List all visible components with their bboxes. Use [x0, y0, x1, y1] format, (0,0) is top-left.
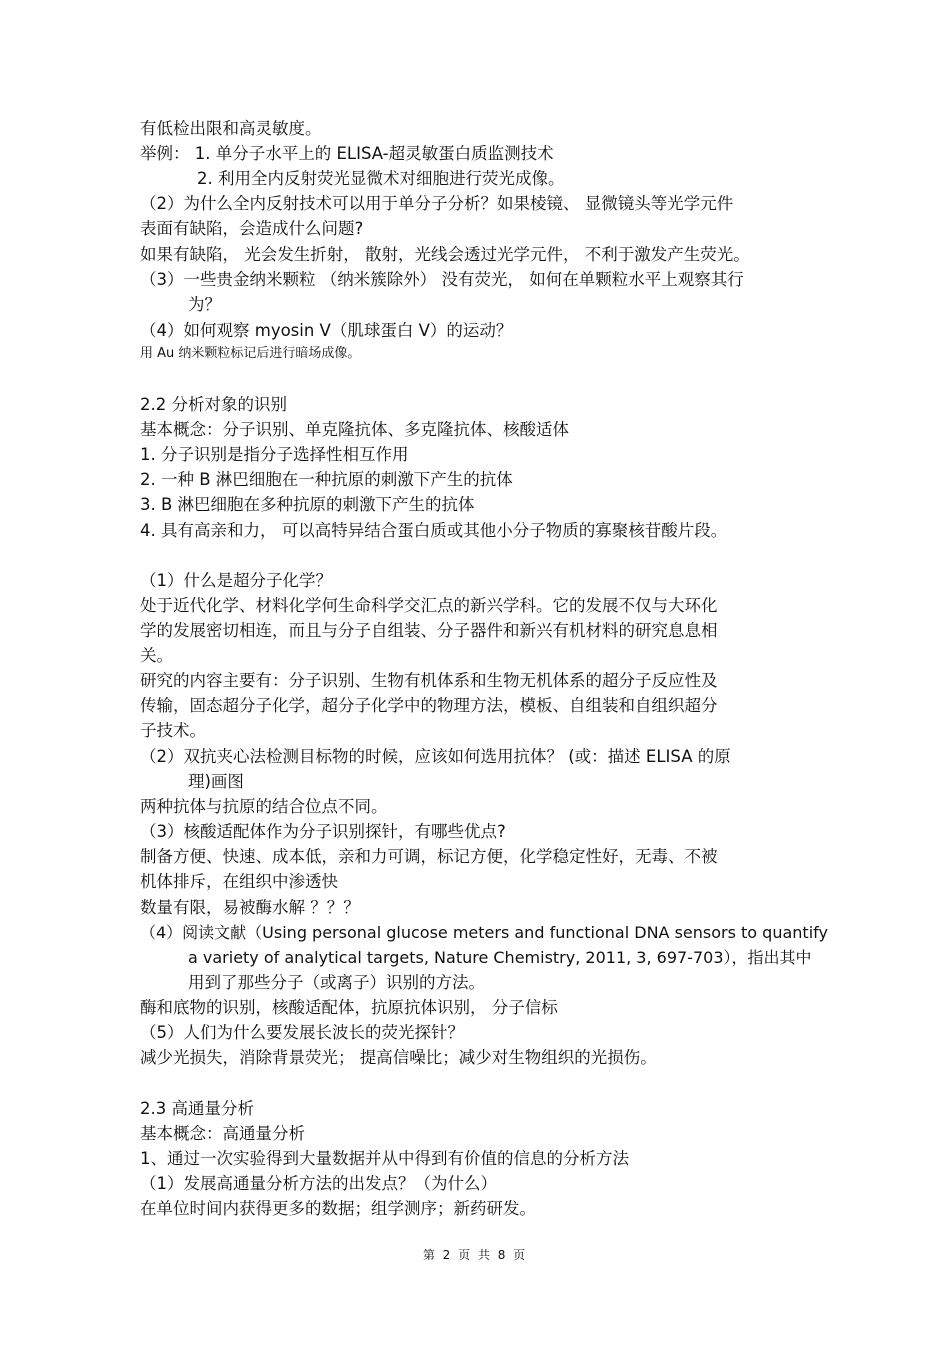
answer-line: 制备方便、快速、成本低，亲和力可调，标记方便，化学稳定性好，无毒、不被	[140, 847, 718, 866]
answer-line: 传输，固态超分子化学，超分子化学中的物理方法，模板、自组装和自组织超分	[140, 696, 718, 715]
question-line: （5）人们为什么要发展长波长的荧光探针？	[140, 1023, 464, 1042]
answer-line: 子技术。	[140, 721, 206, 740]
text-line: 基本概念：分子识别、单克隆抗体、多克隆抗体、核酸适体	[140, 420, 569, 439]
question-line: 用到了那些分子（或离子）识别的方法。	[188, 973, 485, 992]
list-item: 2. 一种 B 淋巴细胞在一种抗原的刺激下产生的抗体	[140, 470, 513, 489]
list-item: 3. B 淋巴细胞在多种抗原的刺激下产生的抗体	[140, 495, 475, 514]
answer-line: 研究的内容主要有：分子识别、生物有机体系和生物无机体系的超分子反应性及	[140, 671, 718, 690]
text-line: 有低检出限和高灵敏度。	[140, 119, 322, 138]
question-line: （1）发展高通量分析方法的出发点？（为什么）	[140, 1174, 497, 1193]
answer-line: 两种抗体与抗原的结合位点不同。	[140, 797, 388, 816]
question-line: 表面有缺陷，会造成什么问题?	[140, 219, 364, 238]
question-line: （2）双抗夹心法检测目标物的时候，应该如何选用抗体？ (或：描述 ELISA 的原	[140, 747, 731, 766]
answer-line: 用 Au 纳米颗粒标记后进行暗场成像。	[140, 346, 361, 361]
question-line: 为？	[188, 295, 221, 314]
question-line: （3）一些贵金纳米颗粒 （纳米簇除外） 没有荧光， 如何在单颗粒水平上观察其行	[140, 270, 744, 289]
question-line: （1）什么是超分子化学？	[140, 571, 332, 590]
answer-line: 减少光损失，消除背景荧光； 提高信噪比；减少对生物组织的光损伤。	[140, 1048, 657, 1067]
answer-line: 机体排斥，在组织中渗透快	[140, 872, 338, 891]
question-line: （2）为什么全内反射技术可以用于单分子分析？如果棱镜、 显微镜头等光学元件	[140, 194, 734, 213]
list-item: 1. 分子识别是指分子选择性相互作用	[140, 445, 409, 464]
section-heading: 2.3 高通量分析	[140, 1099, 254, 1118]
question-line: 理)画图	[188, 772, 244, 791]
question-line: a variety of analytical targets, Nature Chemistry, 2011, 3, 697-703），指出其中	[188, 948, 812, 967]
answer-line: 在单位时间内获得更多的数据；组学测序；新药研发。	[140, 1199, 536, 1218]
answer-line: 如果有缺陷， 光会发生折射， 散射，光线会透过光学元件， 不利于激发产生荧光。	[140, 245, 750, 264]
text-line: 举例： 1. 单分子水平上的 ELISA-超灵敏蛋白质监测技术	[140, 144, 554, 163]
section-heading: 2.2 分析对象的识别	[140, 395, 287, 414]
answer-line: 处于近代化学、材料化学何生命科学交汇点的新兴学科。它的发展不仅与大环化	[140, 596, 718, 615]
answer-line: 学的发展密切相连，而且与分子自组装、分子器件和新兴有机材料的研究息息相	[140, 621, 718, 640]
question-line: （3）核酸适配体作为分子识别探针，有哪些优点?	[140, 822, 506, 841]
page-number-footer: 第 2 页 共 8 页	[422, 1248, 528, 1262]
question-line: （4）阅读文献（Using personal glucose meters and functional DNA sensors to quantify	[140, 923, 828, 942]
text-line: 1、通过一次实验得到大量数据并从中得到有价值的信息的分析方法	[140, 1149, 629, 1168]
text-line: 2. 利用全内反射荧光显微术对细胞进行荧光成像。	[197, 169, 565, 188]
text-line: 基本概念：高通量分析	[140, 1124, 305, 1143]
answer-line: 关。	[140, 646, 173, 665]
question-line: （4）如何观察 myosin V（肌球蛋白 V）的运动？	[140, 321, 513, 340]
answer-line: 数量有限，易被酶水解 ？？？	[140, 898, 360, 917]
answer-line: 酶和底物的识别，核酸适配体，抗原抗体识别， 分子信标	[140, 998, 558, 1017]
list-item: 4. 具有高亲和力， 可以高特异结合蛋白质或其他小分子物质的寡聚核苷酸片段。	[140, 521, 728, 540]
